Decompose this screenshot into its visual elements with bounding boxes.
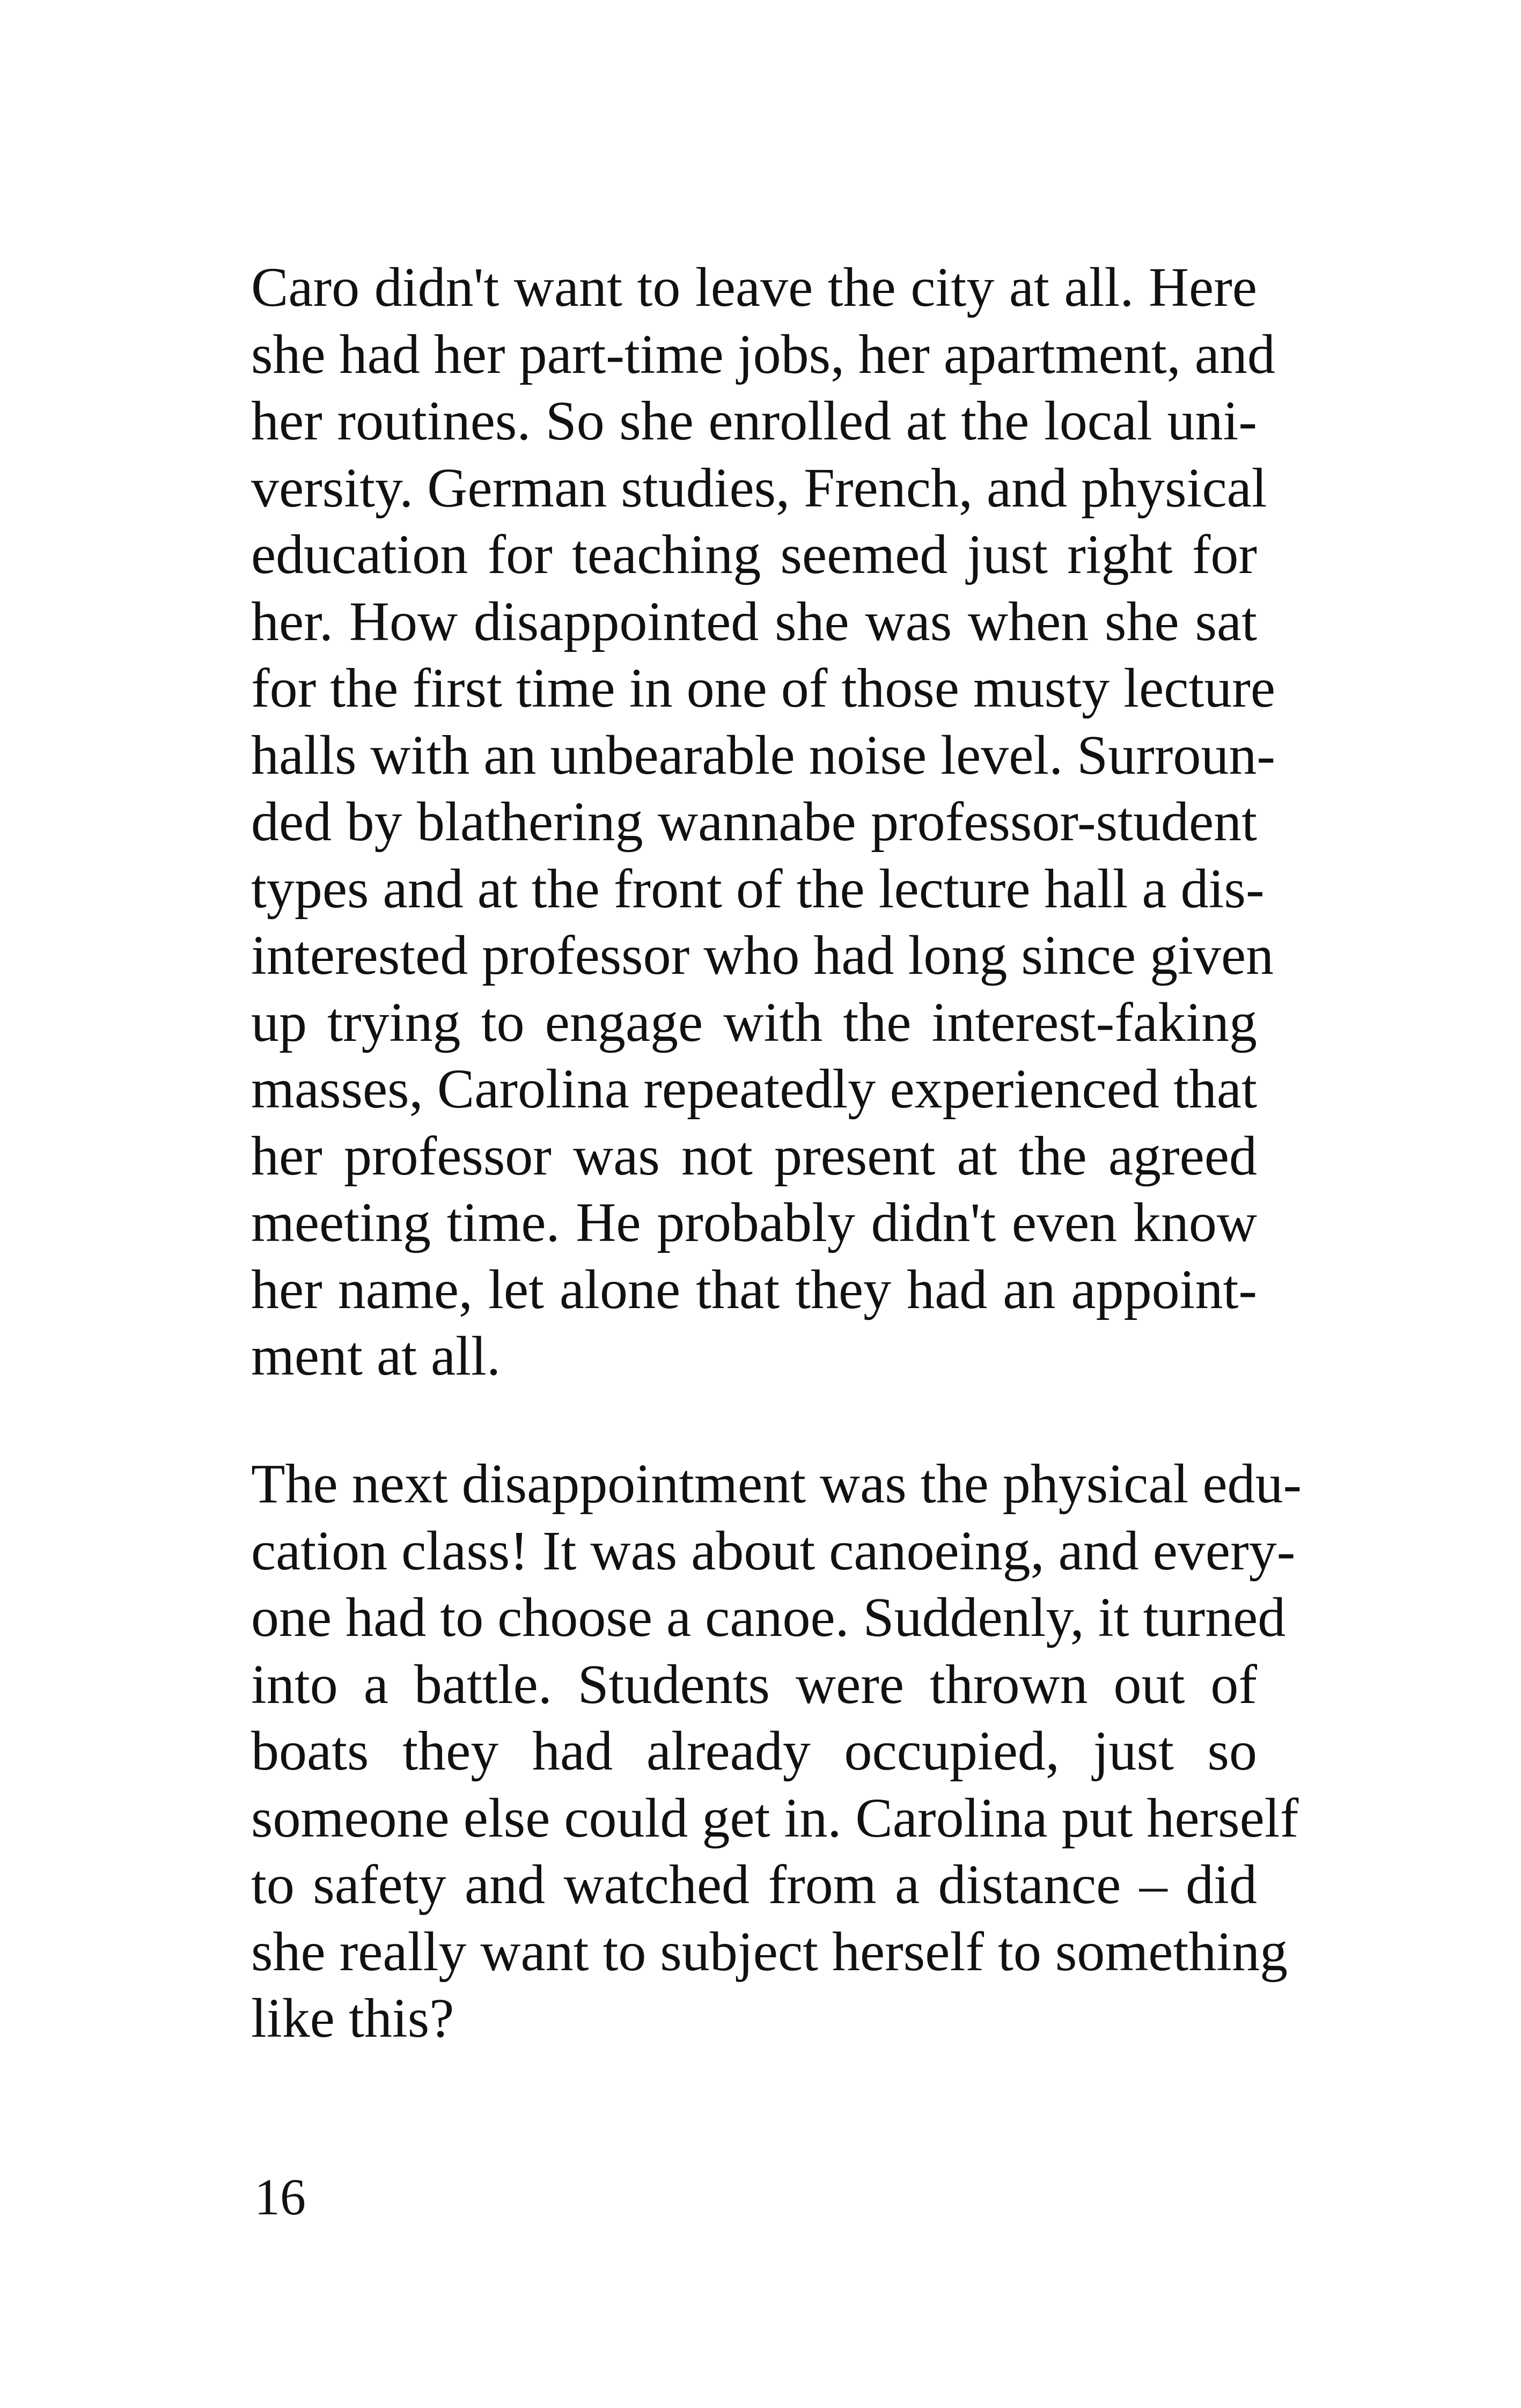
text-line: masses, Carolina repeatedly experienced that	[251, 1058, 1257, 1120]
text-line: ment at all.	[251, 1325, 501, 1387]
text-line: cation class! It was about canoeing, and every-	[251, 1519, 1296, 1582]
text-line: one had to choose a canoe. Suddenly, it turned	[251, 1587, 1286, 1648]
paragraph-2	[251, 1451, 1302, 2052]
text-line: types and at the front of the lecture hall a dis-	[251, 857, 1265, 920]
text-line: like this?	[251, 1987, 454, 2049]
text-line: her. How disappointed she was when she sat	[251, 590, 1257, 652]
text-line: interested professor who had long since given	[251, 924, 1274, 986]
text-line: to safety and watched from a distance – did	[251, 1854, 1257, 1915]
text-line: she really want to subject herself to something	[251, 1920, 1288, 1983]
text-line: her routines. So she enrolled at the local uni-	[251, 390, 1257, 452]
text-line: ded by blathering wannabe professor-student	[251, 791, 1257, 853]
text-line: versity. German studies, French, and physical	[251, 457, 1267, 519]
text-line: meeting time. He probably didn't even know	[251, 1192, 1257, 1253]
text-line: into a battle. Students were thrown out of	[251, 1653, 1257, 1715]
text-line: halls with an unbearable noise level. Surroun-	[251, 724, 1276, 786]
text-line: she had her part-time jobs, her apartment, and	[251, 323, 1275, 385]
text-line: for the first time in one of those musty lecture	[251, 657, 1276, 719]
text-line: education for teaching seemed just right for	[251, 524, 1257, 585]
paragraph-1	[251, 254, 1276, 1390]
text-line: her name, let alone that they had an appoint-	[251, 1258, 1257, 1320]
text-line: her professor was not present at the agreed	[251, 1125, 1257, 1187]
text-line: Caro didn't want to leave the city at all. Here	[251, 256, 1257, 318]
text-line: boats they had already occupied, just so	[251, 1720, 1257, 1782]
text-line: The next disappointment was the physical edu-	[251, 1453, 1302, 1515]
text-line: up trying to engage with the interest-faking	[251, 991, 1257, 1053]
page-number: 16	[254, 2168, 306, 2226]
text-line: someone else could get in. Carolina put herself	[251, 1787, 1299, 1849]
